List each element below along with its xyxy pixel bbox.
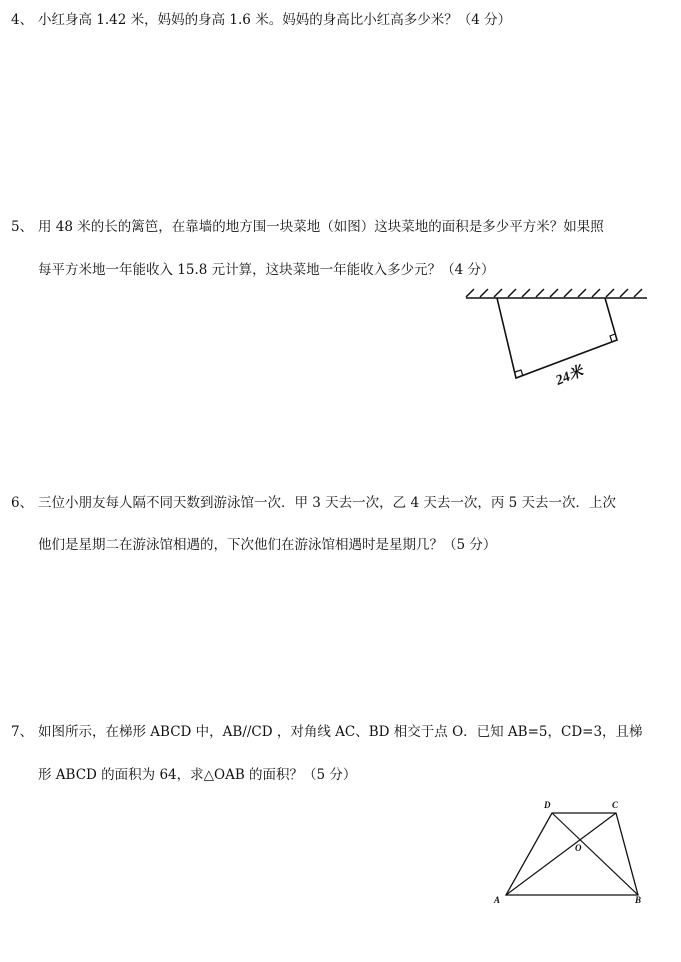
trapezoid-figure (488, 795, 653, 910)
vertex-label-a: A (494, 895, 501, 905)
question-number: 7、 (11, 724, 34, 740)
question-number: 6、 (11, 495, 34, 511)
diagonal-bd (552, 813, 638, 895)
question-number: 5、 (11, 219, 34, 235)
question-text-line: 用 48 米的长的篱笆，在靠墙的地方围一块菜地（如图）这块菜地的面积是多少平方米？如果照 (38, 219, 604, 235)
question-text-line: 如图所示，在梯形 ABCD 中，AB//CD ，对角线 AC、BD 相交于点 O．已知 AB=5，CD=3，且梯 (38, 724, 643, 740)
question-text-line: 每平方米地一年能收入 15.8 元计算，这块菜地一年能收入多少元？（4 分） (38, 262, 495, 278)
question-number: 4、 (11, 12, 34, 28)
vertex-label-b: B (635, 895, 642, 905)
wall-hatching (466, 289, 647, 298)
diagonal-ac (506, 813, 616, 895)
fence-garden-figure (460, 285, 655, 390)
side-length-label: 24米 (553, 364, 586, 389)
question-text-line: 三位小朋友每人隔不同天数到游泳馆一次．甲 3 天去一次，乙 4 天去一次，丙 5 天去一次．上次 (38, 495, 617, 511)
intersection-label-o: O (575, 843, 582, 853)
vertex-label-c: C (612, 800, 619, 810)
question-text-line: 形 ABCD 的面积为 64，求△OAB 的面积？（5 分） (38, 767, 357, 783)
question-text-line: 他们是星期二在游泳馆相遇的，下次他们在游泳馆相遇时是星期几？（5 分） (38, 537, 497, 553)
fence-outline (497, 298, 617, 378)
trapezoid-outline (506, 813, 638, 895)
vertex-label-d: D (544, 800, 551, 810)
question-text-line: 小红身高 1.42 米，妈妈的身高 1.6 米。妈妈的身高比小红高多少米？（4 分） (38, 12, 512, 28)
